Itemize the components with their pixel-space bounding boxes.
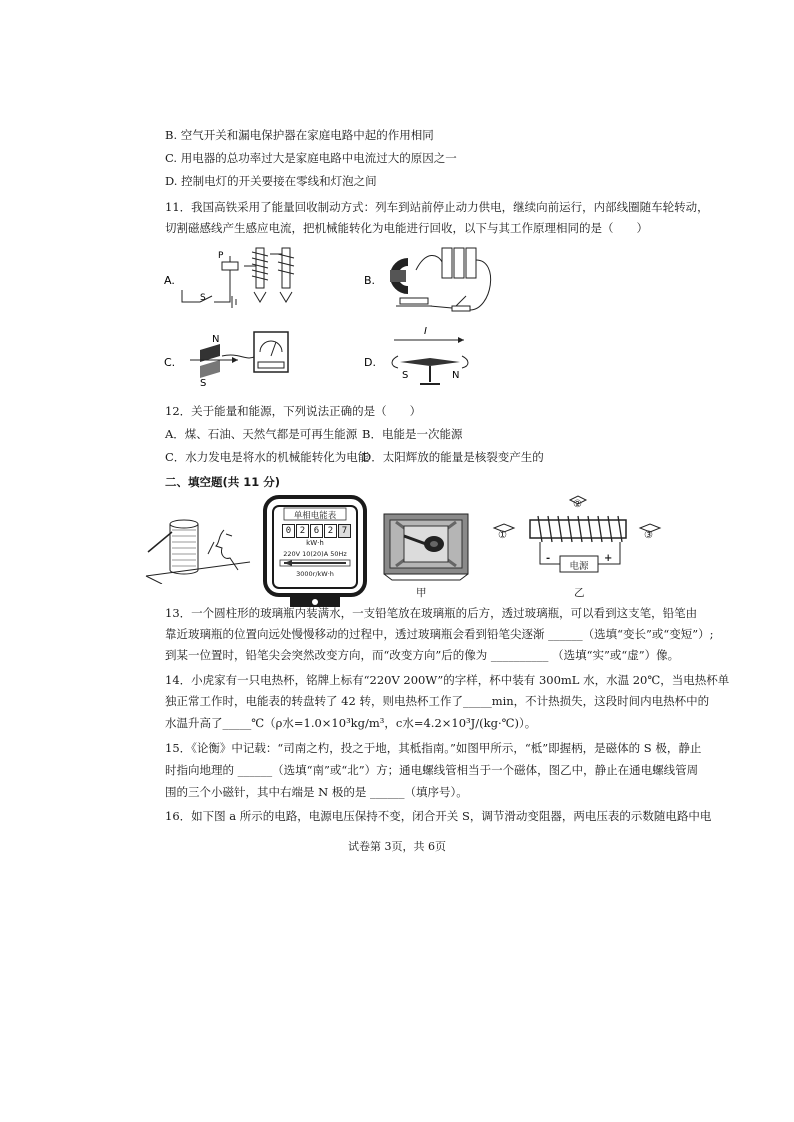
observer-face-icon — [208, 530, 238, 570]
pencil-icon — [148, 532, 172, 552]
q13-line2: 靠近玻璃瓶的位置向远处慢慢移动的过程中，透过玻璃瓶会看到铅笔尖逐渐 ______（选填“变长”或“变短”）; — [165, 627, 714, 641]
q11-stem-line1: 11．我国高铁采用了能量回收制动方式：列车到站前停止动力供电，继续向前运行，内部线圈随车轮转动， — [165, 200, 709, 214]
q10-option-d: D. 控制电灯的开关要接在零线和灯泡之间 — [165, 174, 377, 188]
section-2-title: 二、填空题(共 11 分) — [165, 475, 281, 489]
meter-digit: 7 — [338, 524, 351, 538]
q14-line3: 水温升高了_____℃（ρ水=1.0×10³kg/m³，c水=4.2×10³J/(kg·℃)）。 — [165, 716, 537, 730]
power-minus-sign: - — [546, 553, 551, 564]
q11-figure-c — [160, 326, 310, 392]
figure-c-n-label: N — [212, 334, 220, 345]
meter-revolutions: 3000r/kW·h — [296, 570, 334, 578]
q12-stem: 12．关于能量和能源，下列说法正确的是（ ） — [165, 404, 422, 418]
rheostat-icon — [222, 262, 238, 270]
meter-digit: 2 — [296, 524, 309, 538]
electric-energy-meter — [262, 494, 368, 608]
figure-d-label: D. — [364, 356, 376, 369]
switch-icon — [452, 296, 470, 311]
figure-d-n-label: N — [452, 370, 460, 381]
horseshoe-magnet-icon — [390, 262, 408, 290]
meter-digit: 6 — [310, 524, 323, 538]
meter-digit: 0 — [282, 524, 295, 538]
figure-yi-caption: 乙 — [574, 587, 585, 599]
q12-option-b: B．电能是一次能源 — [362, 427, 463, 441]
q15-line2: 时指向地理的 ______（选填“南”或“北”）方；通电螺线管相当于一个磁体，图乙中，静止在通电螺线管周 — [165, 763, 699, 777]
q11-figure-a — [160, 244, 310, 312]
magnet-coil-icon — [190, 344, 238, 378]
figure-b-label: B. — [364, 274, 376, 287]
meter-unit: kW·h — [306, 539, 324, 547]
figure-c-s-label: S — [200, 378, 207, 389]
figure-a-label: A. — [164, 274, 175, 287]
q13-line3: 到某一位置时，铅笔尖会突然改变方向，而“改变方向”后的像为 __________ （选填“实”或“虚”）像。 — [165, 648, 680, 662]
meter-title: 单相电能表 — [293, 511, 337, 521]
q15-line3: 围的三个小磁针，其中右端是 N 极的是 ______（填序号）。 — [165, 785, 468, 799]
galvanometer-icon — [254, 332, 288, 372]
solenoid-coil-icon — [530, 516, 626, 542]
meter-digit: 2 — [324, 524, 337, 538]
figure-yi-solenoid — [490, 492, 666, 598]
q12-option-d: D．太阳辉放的能量是核裂变产生的 — [362, 450, 544, 464]
q14-line2: 独正常工作时，电能表的转盘转了 42 转，则电热杯工作了_____min，不计热损失，这段时间内电热杯中的 — [165, 694, 710, 708]
q11-figure-d — [360, 322, 510, 392]
q15-line1: 15．《论衡》中记载：“司南之杓，投之于地，其柢指南。”如图甲所示，“柢”即握柄，是磁体的 S 极，静止 — [165, 741, 702, 755]
meter-spec: 220V 10(20)A 50Hz — [283, 550, 347, 558]
figure-d-current-label: I — [424, 326, 427, 337]
q10-option-b: B. 空气开关和漏电保护器在家庭电路中起的作用相同 — [165, 128, 434, 142]
figure-jia-sinan — [382, 508, 470, 582]
figure-a-p-label: P — [218, 251, 224, 261]
meter-counter — [282, 524, 351, 538]
compass-2-number: ② — [573, 499, 582, 510]
q12-option-a: A．煤、石油、天然气都是可再生能源 — [165, 427, 358, 441]
figure-jia-caption: 甲 — [416, 587, 427, 599]
figure-d-s-label: S — [402, 370, 409, 381]
q13-line1: 13．一个圆柱形的玻璃瓶内装满水，一支铅笔放在玻璃瓶的后方，透过玻璃瓶，可以看到这支笔，铅笔由 — [165, 606, 698, 620]
rails-icon — [396, 298, 432, 306]
q13-figure-bottle-pencil — [142, 512, 254, 584]
page-footer: 试卷第 3页，共 6页 — [348, 840, 446, 853]
q11-stem-line2: 切割磁感线产生感应电流，把机械能转化为电能进行回收，以下与其工作原理相同的是（ ） — [165, 221, 648, 235]
q14-line1: 14．小虎家有一只电热杯，铭牌上标有“220V 200W”的字样，杯中装有 300mL 水，水温 20℃，当电热杯单 — [165, 673, 730, 687]
q10-option-c: C. 用电器的总功率过大是家庭电路中电流过大的原因之一 — [165, 151, 457, 165]
power-source-label: 电源 — [569, 561, 589, 572]
figure-c-label: C. — [164, 356, 176, 369]
figure-a-s-label: S — [200, 293, 206, 303]
battery-pack-icon — [442, 248, 476, 278]
compass-3-number: ③ — [644, 530, 653, 541]
q11-figure-b — [360, 240, 510, 320]
power-plus-sign: + — [604, 553, 613, 564]
q12-option-c: C．水力发电是将水的机械能转化为电能 — [165, 450, 370, 464]
electromagnet-pair-icon — [244, 248, 294, 302]
q16-line1: 16．如下图 a 所示的电路，电源电压保持不变，闭合开关 S，调节滑动变阻器，两电压表的示数随电路中电 — [165, 809, 712, 823]
compass-1-number: ① — [498, 530, 507, 541]
glass-bottle-icon — [170, 520, 198, 574]
